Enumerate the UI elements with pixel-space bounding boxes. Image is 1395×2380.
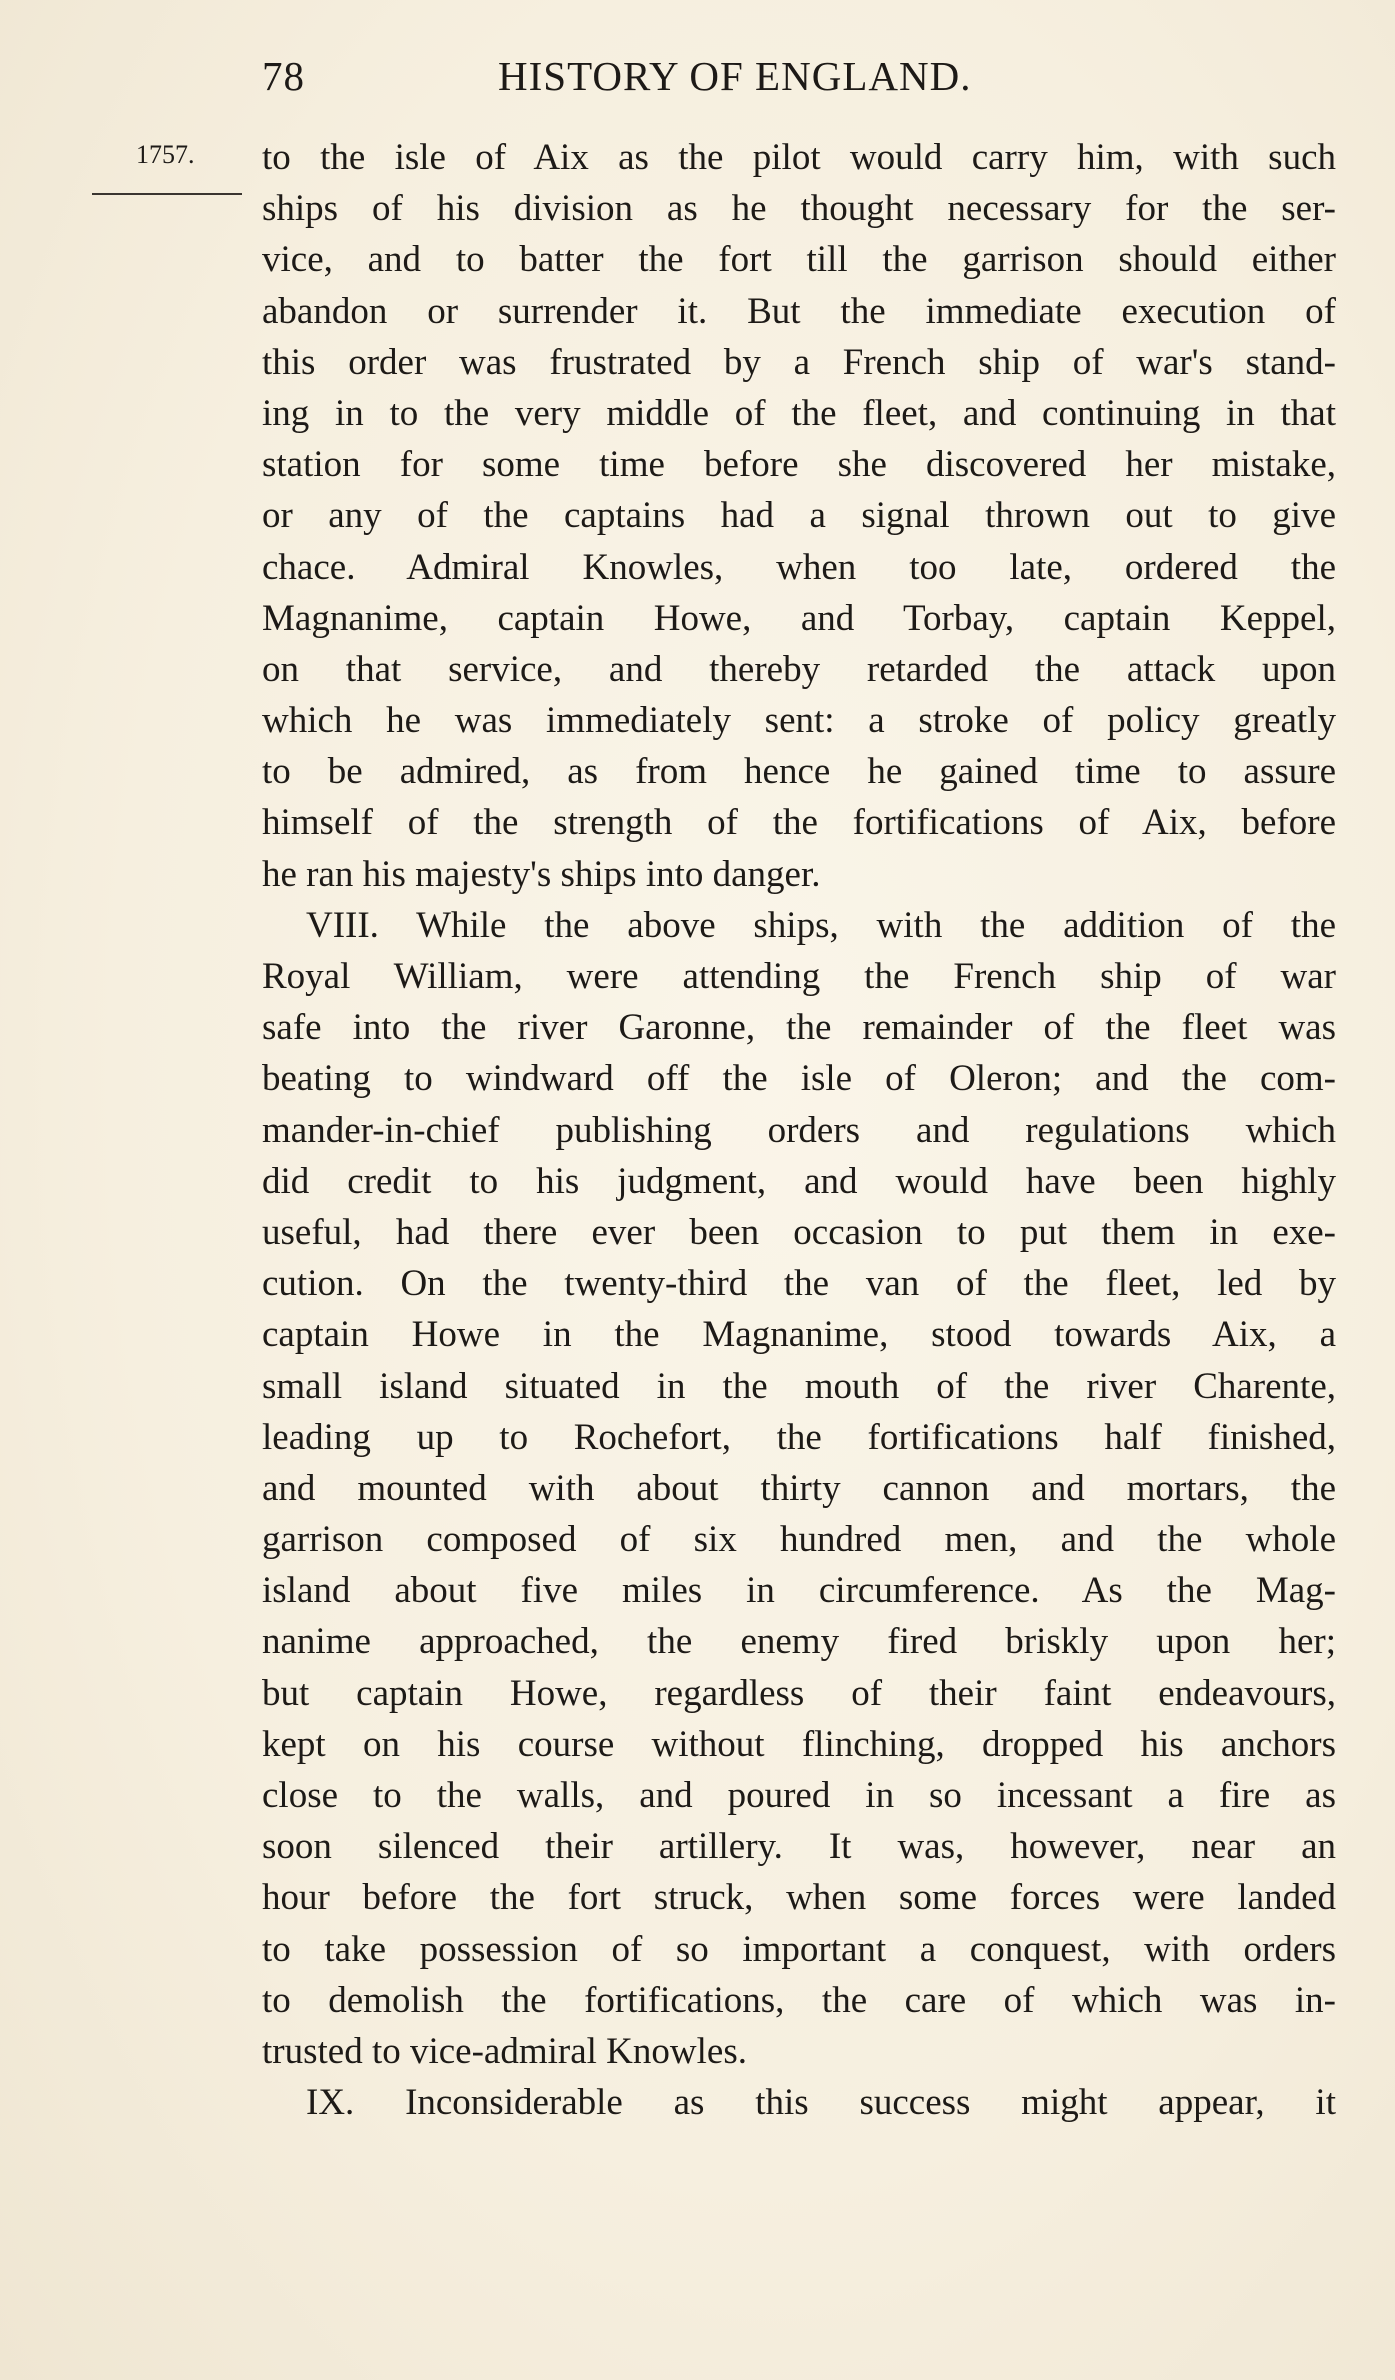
text-line: chace. Admiral Knowles, when too late, ordered the xyxy=(262,546,1336,588)
text-line: to be admired, as from hence he gained time to assure xyxy=(262,751,1336,793)
text-line: did credit to his judgment, and would have been highly xyxy=(262,1160,1336,1202)
text-line: Royal William, were attending the French ship of war xyxy=(262,956,1336,997)
running-title: HISTORY OF ENGLAND. xyxy=(498,53,972,99)
text-line: to demolish the fortifications, the care of which was in- xyxy=(262,1979,1336,2021)
text-line: ing in to the very middle of the fleet, and continuing in that xyxy=(262,392,1336,434)
text-line: Magnanime, captain Howe, and Torbay, captain Keppel, xyxy=(262,597,1336,639)
margin-rule xyxy=(92,193,242,195)
text-line: hour before the fort struck, when some forces were landed xyxy=(262,1877,1336,1919)
text-line: vice, and to batter the fort till the garrison should either xyxy=(262,239,1336,281)
text-line: on that service, and thereby retarded the attack upon xyxy=(262,648,1336,690)
text-line: but captain Howe, regardless of their faint endeavours, xyxy=(262,1672,1336,1714)
text-line: garrison composed of six hundred men, and the whole xyxy=(262,1519,1336,1561)
text-line: soon silenced their artillery. It was, however, near an xyxy=(262,1826,1336,1868)
text-line: kept on his course without flinching, dropped his anchors xyxy=(262,1723,1336,1765)
text-line: beating to windward off the isle of Oleron; and the com- xyxy=(262,1058,1336,1100)
text-line: ships of his division as he thought necessary for the ser- xyxy=(262,188,1336,230)
text-line: which he was immediately sent: a stroke of policy greatly xyxy=(262,700,1336,742)
text-line: to take possession of so important a conquest, with orders xyxy=(262,1928,1336,1970)
text-line: close to the walls, and poured in so incessant a fire as xyxy=(262,1775,1336,1816)
text-line: cution. On the twenty-third the van of the fleet, led by xyxy=(262,1263,1336,1305)
text-line: safe into the river Garonne, the remainder of the fleet was xyxy=(262,1007,1336,1049)
margin-year: 1757. xyxy=(136,140,195,169)
text-line: mander-in-chief publishing orders and regulations which xyxy=(262,1109,1336,1151)
text-line: nanime approached, the enemy fired briskly upon her; xyxy=(262,1621,1336,1663)
text-line: small island situated in the mouth of the river Charente, xyxy=(262,1365,1336,1407)
page-number: 78 xyxy=(262,53,305,99)
text-line: or any of the captains had a signal thrown out to give xyxy=(262,495,1336,537)
text-line: trusted to vice-admiral Knowles. xyxy=(262,2030,747,2072)
body-text xyxy=(262,132,1336,2128)
text-line: station for some time before she discovered her mistake, xyxy=(262,444,1336,486)
text-line: island about five miles in circumference. As the Mag- xyxy=(262,1570,1336,1612)
paragraph-start-viii: VIII. While the above ships, with the addition of the xyxy=(306,904,1336,946)
text-line: leading up to Rochefort, the fortifications half finished, xyxy=(262,1416,1336,1458)
text-line: useful, had there ever been occasion to put them in exe- xyxy=(262,1211,1336,1253)
text-line: abandon or surrender it. But the immediate execution of xyxy=(262,290,1336,332)
paragraph-start-ix: IX. Inconsiderable as this success might appear, it xyxy=(306,2082,1336,2124)
text-line: to the isle of Aix as the pilot would carry him, with such xyxy=(262,137,1336,178)
text-line: himself of the strength of the fortifications of Aix, before xyxy=(262,802,1336,844)
text-line: and mounted with about thirty cannon and mortars, the xyxy=(262,1467,1336,1509)
text-line: captain Howe in the Magnanime, stood towards Aix, a xyxy=(262,1314,1336,1356)
running-head xyxy=(262,52,1092,102)
text-line: he ran his majesty's ships into danger. xyxy=(262,853,821,895)
text-line: this order was frustrated by a French ship of war's stand- xyxy=(262,341,1336,383)
